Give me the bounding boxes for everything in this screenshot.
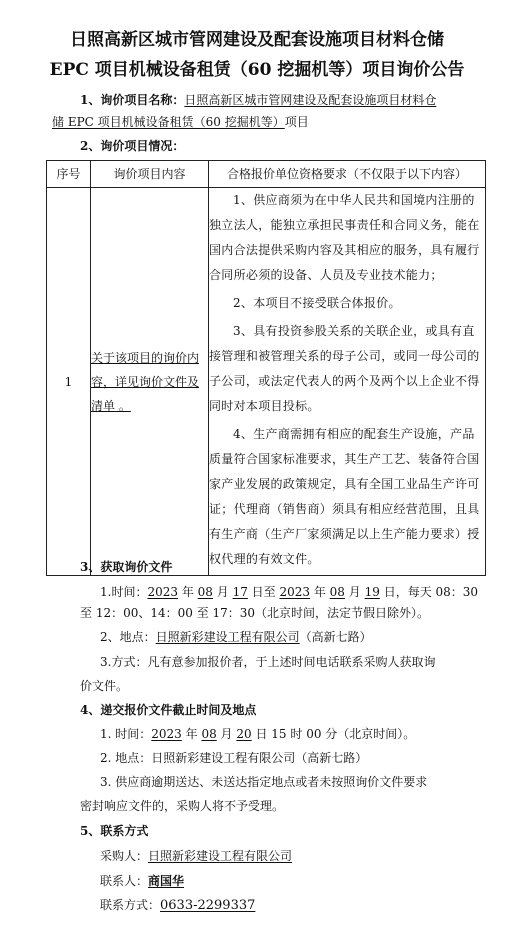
section1-line2 xyxy=(52,113,309,131)
section3-time-line1: 1.时间：2023 年 08 月 17 日至 2023 年 08 月 19 日，每天 08：30 xyxy=(100,585,479,599)
row-requirements-cell xyxy=(209,188,486,576)
buyer-label: 采购人： xyxy=(100,849,149,863)
section4-heading: 4、递交报价文件截止时间及地点 xyxy=(80,703,257,717)
place-value: 日照新彩建设工程有限公司 xyxy=(155,630,300,644)
row-content-cell xyxy=(91,188,209,576)
section4-time-line: 1. 时间：2023 年 08 月 20 日 15 时 00 分（北京时间）。 xyxy=(100,727,416,741)
buyer-line xyxy=(100,847,292,865)
section3-method-line1: 3.方式：凡有意参加报价者，于上述时间电话联系采购人获取询 xyxy=(100,655,436,669)
section1-heading: 1、询价项目名称： xyxy=(80,93,185,107)
section3-place-line xyxy=(100,628,372,646)
requirement-item: 1、供应商须为在中华人民共和国境内注册的独立法人，能独立承担民事责任和合同义务，能在国内合法提供采购内容及其相应的服务，具有履行合同所必须的设备、人员及专业技术能力； xyxy=(209,193,480,282)
section3-heading: 3、获取询价文件 xyxy=(80,560,173,574)
deadline-year: 2023 xyxy=(151,727,182,741)
contact-label: 联系人： xyxy=(100,874,149,888)
section3-time-line2: 至 12：00、14：00 至 17：30（北京时间，法定节假日除外）。 xyxy=(80,606,430,620)
section2-heading: 2、询价项目情况： xyxy=(80,139,185,153)
end-year: 2023 xyxy=(279,585,311,599)
end-month: 08 xyxy=(329,585,345,599)
table-header-row xyxy=(47,161,486,188)
end-day: 19 xyxy=(364,585,380,599)
start-day: 17 xyxy=(232,585,248,599)
buyer-value: 日照新彩建设工程有限公司 xyxy=(148,849,293,863)
section4-note-line2: 密封响应文件的，采购人将不予受理。 xyxy=(80,799,285,813)
phone-value: 0633-2299337 xyxy=(160,898,256,913)
deadline-tail: 15 时 00 分（北京时间）。 xyxy=(271,727,416,741)
time-tail: ，每天 08：30 xyxy=(395,585,479,599)
deadline-month: 08 xyxy=(201,727,217,741)
project-name-part1: 日照高新区城市管网建设及配套设施项目材料仓 xyxy=(184,93,437,107)
section4-note-line1: 3. 供应商逾期送达、未送达指定地点或者未按照询价文件要求 xyxy=(100,775,428,789)
contact-value: 商国华 xyxy=(148,874,185,888)
table-row xyxy=(47,188,486,576)
place-note: （高新七路） xyxy=(299,630,372,644)
document-title-line2: EPC 项目机械设备租赁（60 挖掘机等）项目询价公告 xyxy=(49,60,465,80)
section5-heading: 5、联系方式 xyxy=(80,824,149,838)
project-name-part2: 储 EPC 项目机械设备租赁（60 挖掘机等） xyxy=(52,115,285,129)
requirement-item: 4、生产商需拥有相应的配套生产设施，产品质量符合国家标准要求，其生产工艺、装备符合国家产业发展的政策规定，具有全国工业品生产许可证；代理商（销售商）须具有相应经营范围，且具有生产商（生产厂家须满足以上生产能力要求）授权代理的有效文件。 xyxy=(209,427,480,566)
section3-method-line2: 价文件。 xyxy=(80,679,129,693)
document-title-line1: 日照高新区城市管网建设及配套设施项目材料仓储 xyxy=(70,30,444,50)
start-month: 08 xyxy=(197,585,213,599)
project-name-suffix: 项目 xyxy=(284,115,309,129)
section1-line1 xyxy=(80,91,436,109)
deadline-day: 20 xyxy=(236,727,252,741)
requirement-item: 2、本项目不接受联合体报价。 xyxy=(233,296,401,310)
place-label: 2、地点： xyxy=(100,630,156,644)
start-year: 2023 xyxy=(147,585,178,599)
phone-label: 联系方式： xyxy=(100,898,161,912)
time-label: 1.时间： xyxy=(100,585,148,599)
table-header-no: 序号 xyxy=(47,161,91,188)
requirements-table xyxy=(46,160,486,576)
table-header-content: 询价项目内容 xyxy=(91,161,209,188)
requirement-item: 3、具有投资参股关系的关联企业，或具有直接管理和被管理关系的母子公司，或同一母公司的子公司，或法定代表人的两个及两个以上企业不得同时对本项目投标。 xyxy=(209,324,480,413)
section4-place-line: 2. 地点：日照新彩建设工程有限公司（高新七路） xyxy=(100,751,368,765)
table-header-requirements: 合格报价单位资格要求（不仅限于以下内容） xyxy=(209,161,486,188)
deadline-label: 1. 时间： xyxy=(100,727,152,741)
phone-line xyxy=(100,896,255,915)
row-number: 1 xyxy=(47,188,91,576)
contact-line xyxy=(100,872,184,890)
row-content-text: 关于该项目的询价内容，详见询价文件及清单 。 xyxy=(91,350,200,413)
